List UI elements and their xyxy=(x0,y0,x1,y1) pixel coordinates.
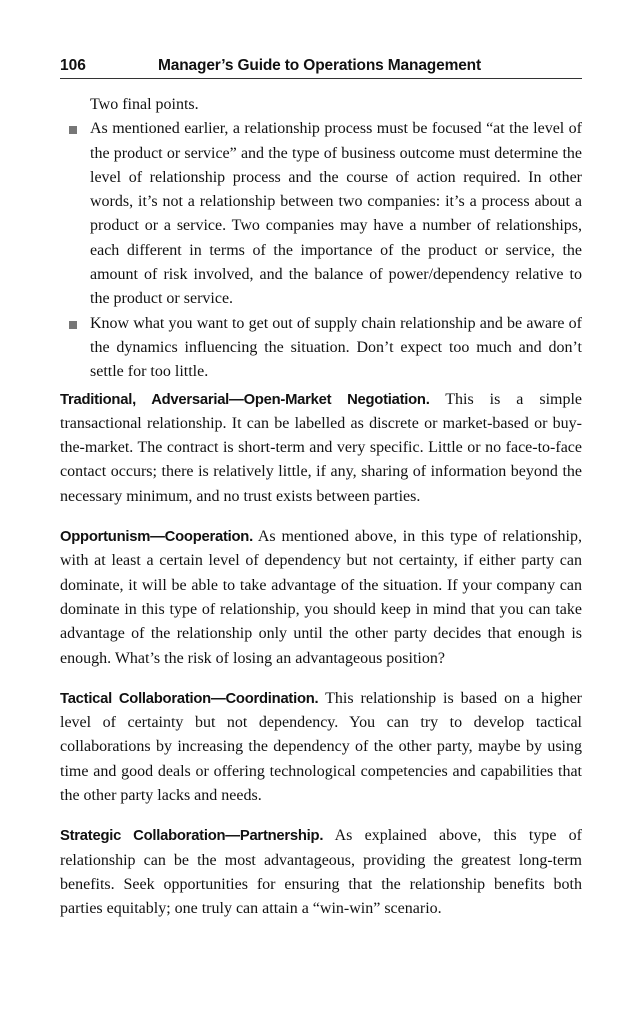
section-heading: Tactical Collaboration—Coordination. xyxy=(60,690,319,707)
bullet-text: As mentioned earlier, a relationship process must be focused “at the level of the product or service” and the type of business outcome must determine the level of relationship process and the course of action required. In other words, it’s not a relationship between two companies: it’s a process about a product or a service. Two companies may have a number of relationships, each different in terms of the importance of the product or service, the amount of risk involved, and the balance of power/dependency relative to the product or service. xyxy=(90,120,582,308)
bullet-text: Know what you want to get out of supply chain relationship and be aware of the dynamics influencing the situation. Don’t expect too much and don’t settle for too little. xyxy=(90,314,582,381)
square-bullet-icon xyxy=(69,321,77,329)
section-text: This is a simple transactional relationship. It can be labelled as discrete or market-based or buy-the-market. The contract is short-term and very specific. Little or no face-to-face contact occurs; there is relatively little, if any, sharing of information beyond the necessary minimum, and no trust exists between parties. xyxy=(60,390,583,505)
page-number: 106 xyxy=(60,57,86,74)
section-heading: Opportunism—Cooperation. xyxy=(60,529,253,546)
section-text: This relationship is based on a higher level of certainty but not dependency. You can try to develop tactical collaborations by increasing the dependency of the other party, maybe by using time and good deals or offering technological competencies and capabilities that the other party lacks and needs. xyxy=(60,689,583,805)
book-page xyxy=(60,52,582,938)
running-header xyxy=(60,52,582,79)
section-paragraph xyxy=(60,824,582,921)
section-heading: Strategic Collaboration—Partnership. xyxy=(60,828,324,845)
section-paragraph xyxy=(60,687,582,808)
section-text: As explained above, this type of relationship can be the most advantageous, providing the greatest long-term benefits. Seek opportunities for ensuring that the relationship benefits both parties equitably; one truly can attain a “win-win” scenario. xyxy=(60,827,582,918)
bullet-list xyxy=(60,117,582,384)
section-paragraph xyxy=(60,388,582,509)
section-heading: Traditional, Adversarial—Open-Market Negotiation. xyxy=(60,391,430,408)
book-title: Manager’s Guide to Operations Management xyxy=(158,57,482,74)
bullet-item xyxy=(90,117,582,311)
square-bullet-icon xyxy=(69,126,77,134)
bullet-item xyxy=(90,312,582,385)
section-paragraph xyxy=(60,525,582,671)
section-text: As mentioned above, in this type of relationship, with at least a certain level of dependency but not certainty, if either party can dominate, it will be able to take advantage of the situation. If your company can dominate in this type of relationship, you should keep in mind that you can take advantage of the relationship only until the other party decides that enough is enough. What’s the risk of losing an advantageous position? xyxy=(60,528,582,667)
intro-text: Two final points. xyxy=(90,96,199,113)
